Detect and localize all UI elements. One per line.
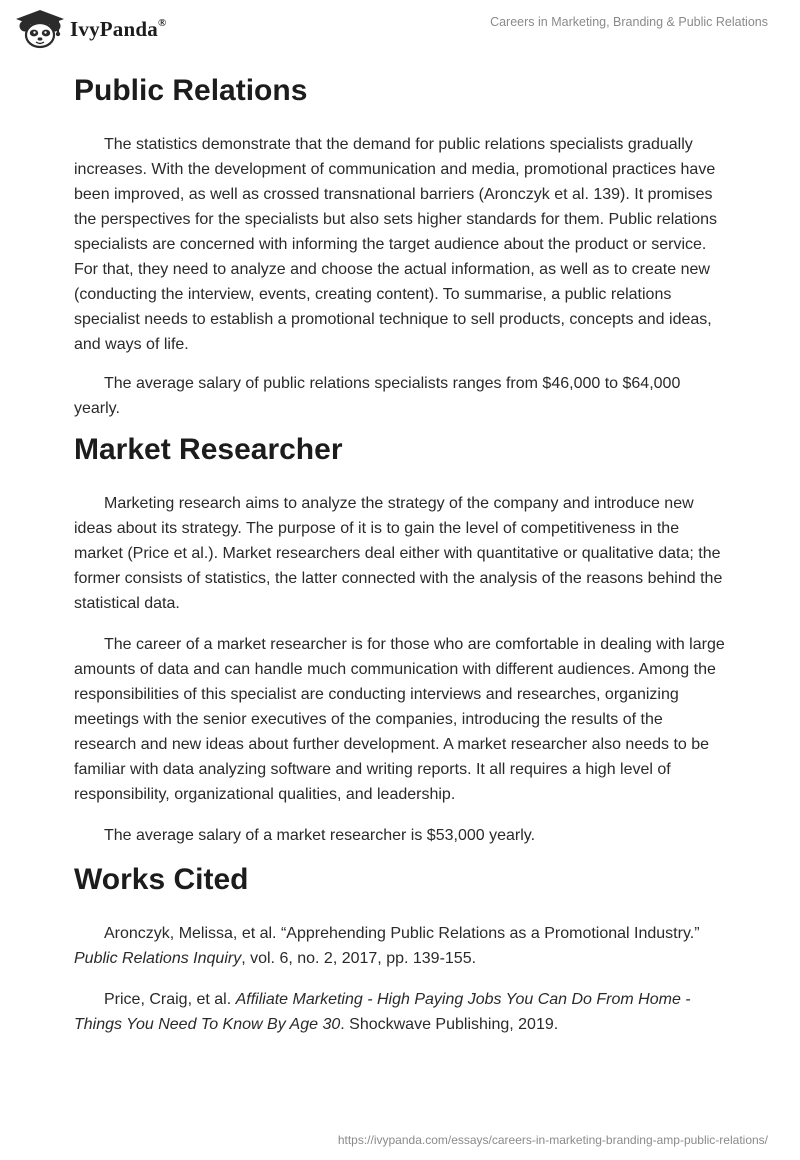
paragraph: The career of a market researcher is for those who are comfortable in dealing with large amounts of data and can handle much communication with different audiences. Among the responsibilities of this specialist are conducting interviews and researches, organizing meetings with the senior executives of the companies, introducing the results of the research and new ideas about further development. A market researcher also needs to be familiar with data analyzing software and writing reports. It all requires a high level of responsibility, organizational qualities, and leadership. (74, 636, 725, 803)
section-heading: Public Relations (74, 74, 308, 107)
brand-name: IvyPanda® (70, 16, 167, 41)
ivypanda-logo[interactable] (14, 9, 166, 49)
page-header (0, 0, 800, 60)
citation: Price, Craig, et al. Affiliate Marketing - High Paying Jobs You Can Do From Home - Things You Need To Know By Age 30. Shockwave Publishing, 2019. (74, 991, 691, 1033)
article-body (74, 72, 726, 1037)
section-heading: Works Cited (74, 863, 249, 896)
panda-graduate-icon (14, 9, 66, 49)
document-title: Careers in Marketing, Branding & Public Relations (490, 15, 768, 29)
section-heading: Market Researcher (74, 433, 343, 466)
section-works-cited (74, 861, 726, 1037)
paragraph: The average salary of a market researcher is $53,000 yearly. (104, 827, 536, 844)
paragraph: Marketing research aims to analyze the strategy of the company and introduce new ideas about its strategy. The purpose of it is to gain the level of competitiveness in the market (Price et al.). Market researchers deal either with quantitative or qualitative data; the former consists of statistics, the latter connected with the analysis of the reasons behind the statistical data. (74, 495, 723, 612)
section-public-relations (74, 72, 726, 421)
paragraph: The average salary of public relations specialists ranges from $46,000 to $64,000 yearly. (74, 375, 681, 417)
citation: Aronczyk, Melissa, et al. “Apprehending Public Relations as a Promotional Industry.” Public Relations Inquiry, vol. 6, no. 2, 2017, pp. 139-155. (74, 925, 700, 967)
paragraph: The statistics demonstrate that the demand for public relations specialists gradually increases. With the development of communication and media, promotional practices have been improved, as well as crossed transnational barriers (Aronczyk et al. 139). It promises the perspectives for the specialists but also sets higher standards for them. Public relations specialists are concerned with informing the target audience about the product or service. For that, they need to analyze and choose the actual information, as well as to create new (conducting the interview, events, creating content). To summarise, a public relations specialist needs to establish a promotional technique to sell products, concepts and ideas, and ways of life. (74, 136, 717, 353)
section-market-researcher (74, 431, 726, 848)
source-url-link[interactable]: https://ivypanda.com/essays/careers-in-marketing-branding-amp-public-relations/ (337, 1133, 768, 1147)
